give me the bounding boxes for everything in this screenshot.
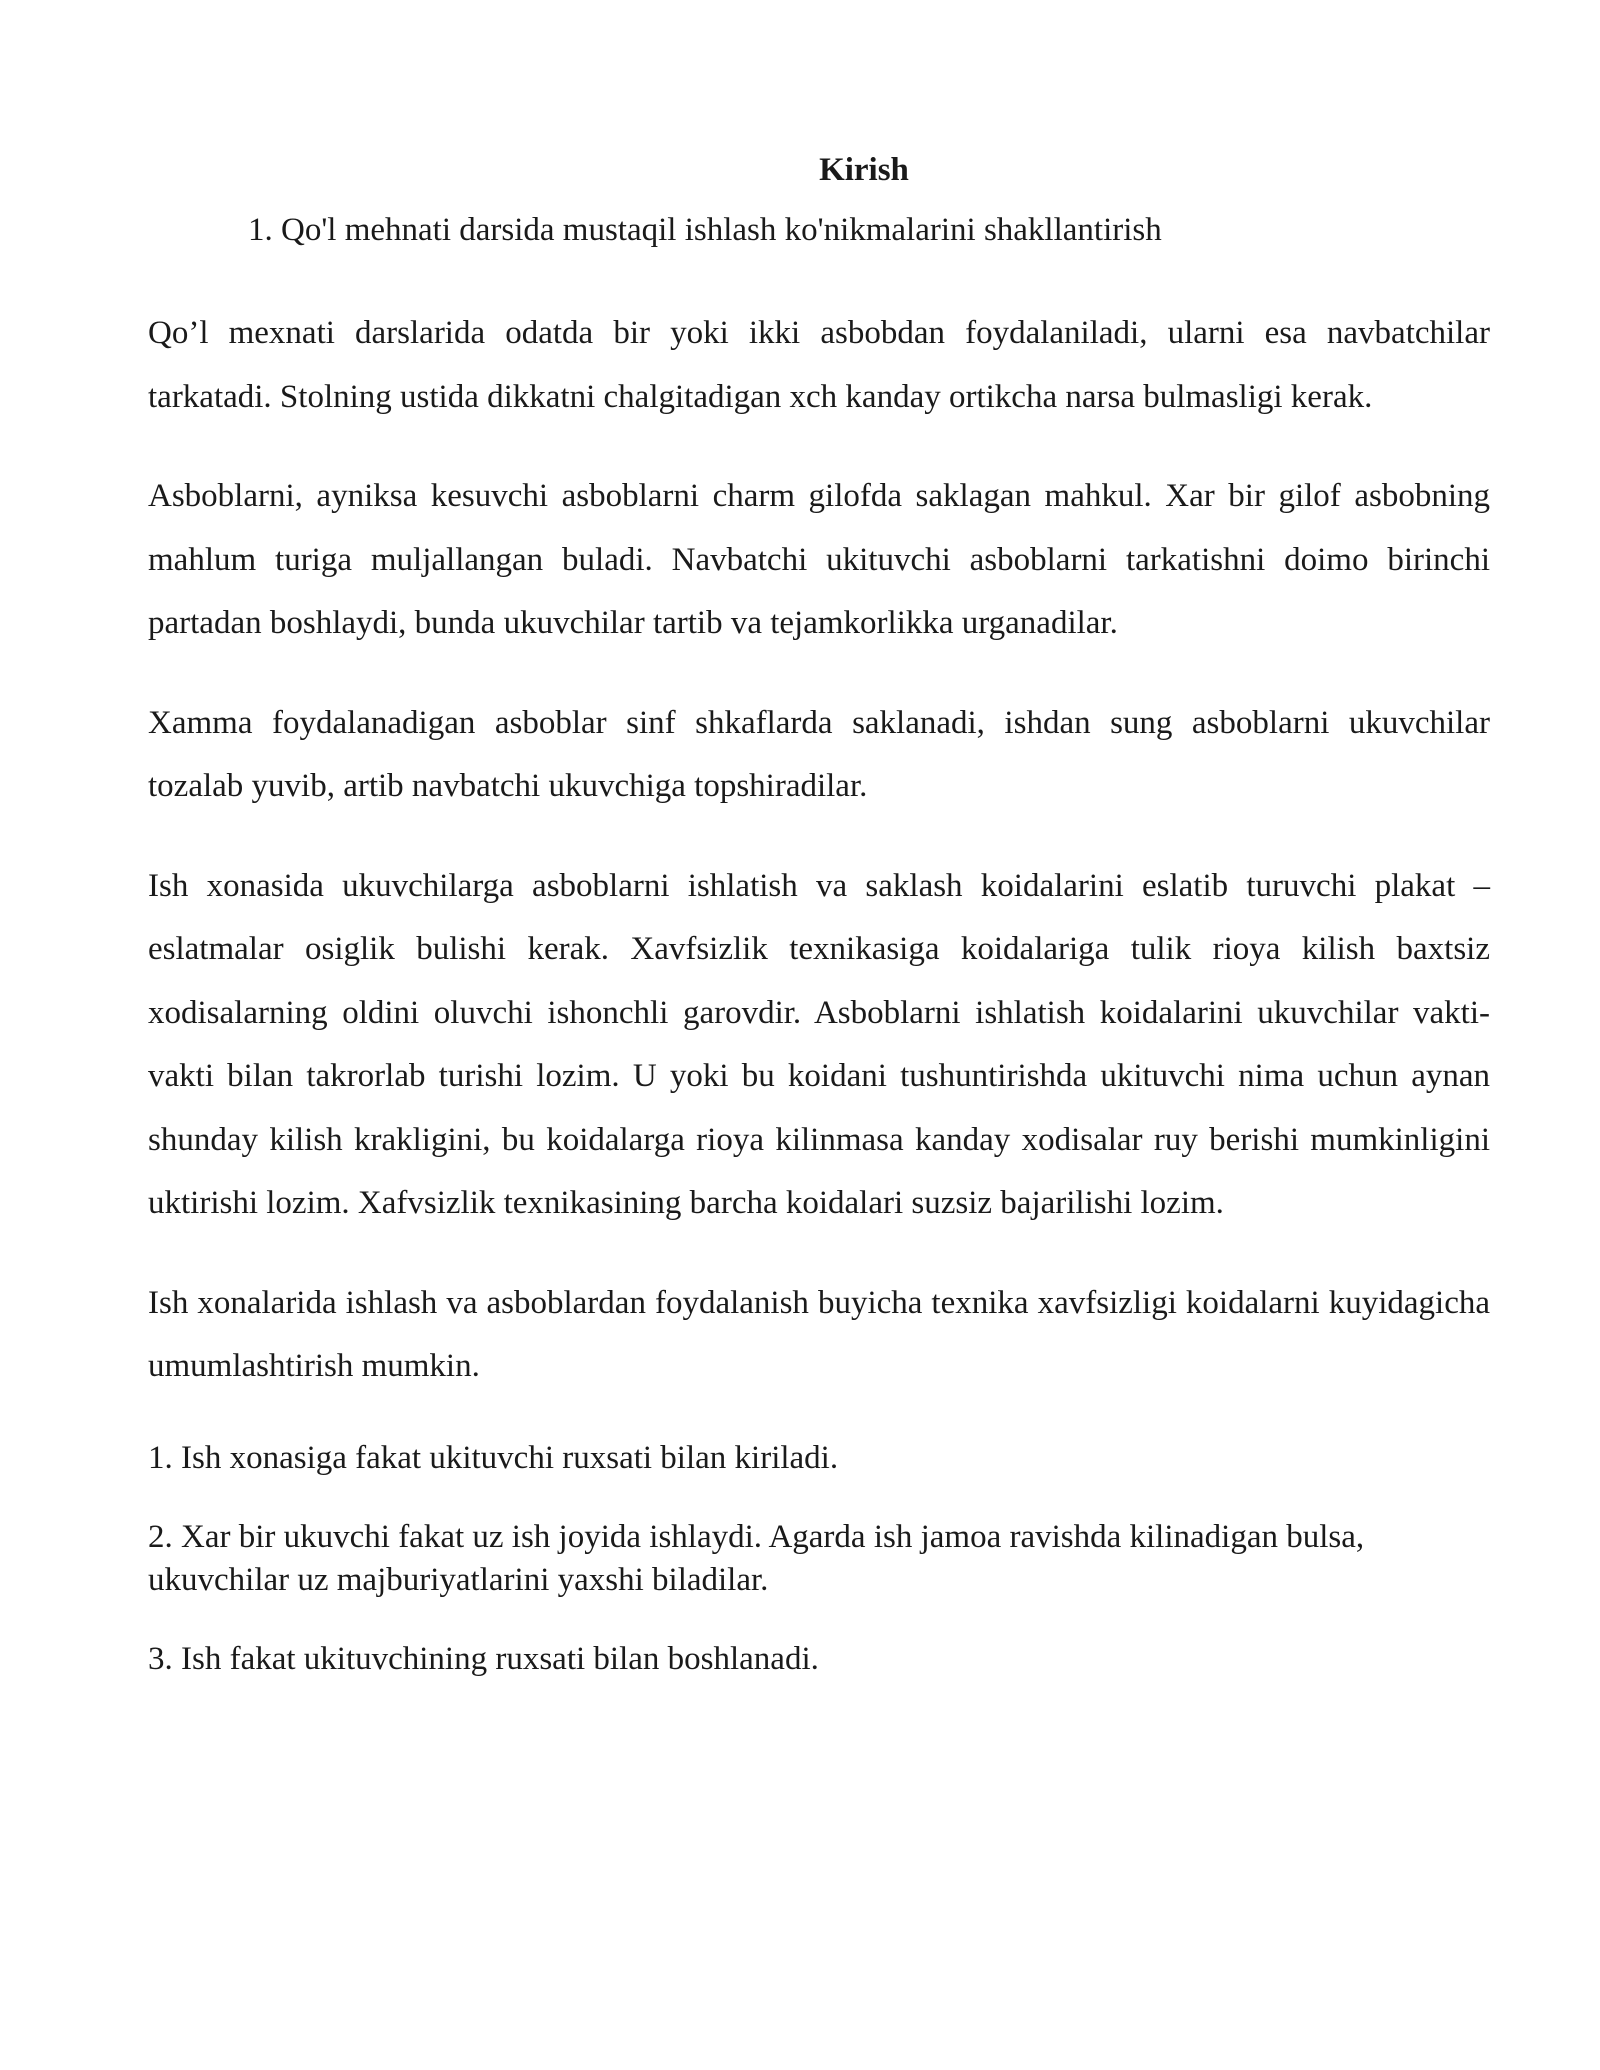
section-heading: 1. Qo'l mehnati darsida mustaqil ishlash ko'nikmalarini shakllantirish — [248, 212, 1162, 248]
paragraph: Ish xonasida ukuvchilarga asboblarni ishlatish va saklash koidalarini eslatib turuvchi plakat – eslatmalar osiglik bulishi kerak. Xavfsizlik texnikasiga koidalariga tulik rioya kilish baxtsiz xodisalarning oldini oluvchi ishonchli garovdir. Asboblarni ishlatish koidalarini ukuvchilar vakti-vakti bilan takrorlab turishi lozim. U yoki bu koidani tushuntirishda ukituvchi nima uchun aynan shunday kilish krakligini, bu koidalarga rioya kilinmasa kanday xodisalar ruy berishi mumkinligini uktirishi lozim. Xafvsizlik texnikasining barcha koidalari suzsiz bajarilishi lozim. — [148, 867, 1490, 1221]
list-item: 1. Ish xonasiga fakat ukituvchi ruxsati bilan kiriladi. — [148, 1439, 839, 1476]
document-body — [148, 148, 1490, 1681]
paragraph: Ish xonalarida ishlash va asboblardan foydalanish buyicha texnika xavfsizligi koidalarni kuyidagicha umumlashtirish mumkin. — [148, 1284, 1490, 1384]
paragraph: Xamma foydalanadigan asboblar sinf shkaflarda saklanadi, ishdan sung asboblarni ukuvchilar tozalab yuvib, artib navbatchi ukuvchiga topshiradilar. — [148, 704, 1490, 804]
paragraph: Asboblarni, ayniksa kesuvchi asboblarni charm gilofda saklagan mahkul. Xar bir gilof asbobning mahlum turiga muljallangan buladi. Navbatchi ukituvchi asboblarni tarkatishni doimo birinchi partadan boshlaydi, bunda ukuvchilar tartib va tejamkorlikka urganadilar. — [148, 478, 1490, 641]
list-item: 2. Xar bir ukuvchi fakat uz ish joyida ishlaydi. Agarda ish jamoa ravishda kilinadigan bulsa, ukuvchilar uz majburiyatlarini yaxshi biladilar. — [148, 1518, 1365, 1598]
page-title: Kirish — [819, 152, 909, 188]
paragraph: Qo’l mexnati darslarida odatda bir yoki ikki asbobdan foydalaniladi, ularni esa navbatchilar tarkatadi. Stolning ustida dikkatni chalgitadigan xch kanday ortikcha narsa bulmasligi kerak. — [148, 315, 1490, 415]
list-item: 3. Ish fakat ukituvchining ruxsati bilan boshlanadi. — [148, 1640, 819, 1677]
